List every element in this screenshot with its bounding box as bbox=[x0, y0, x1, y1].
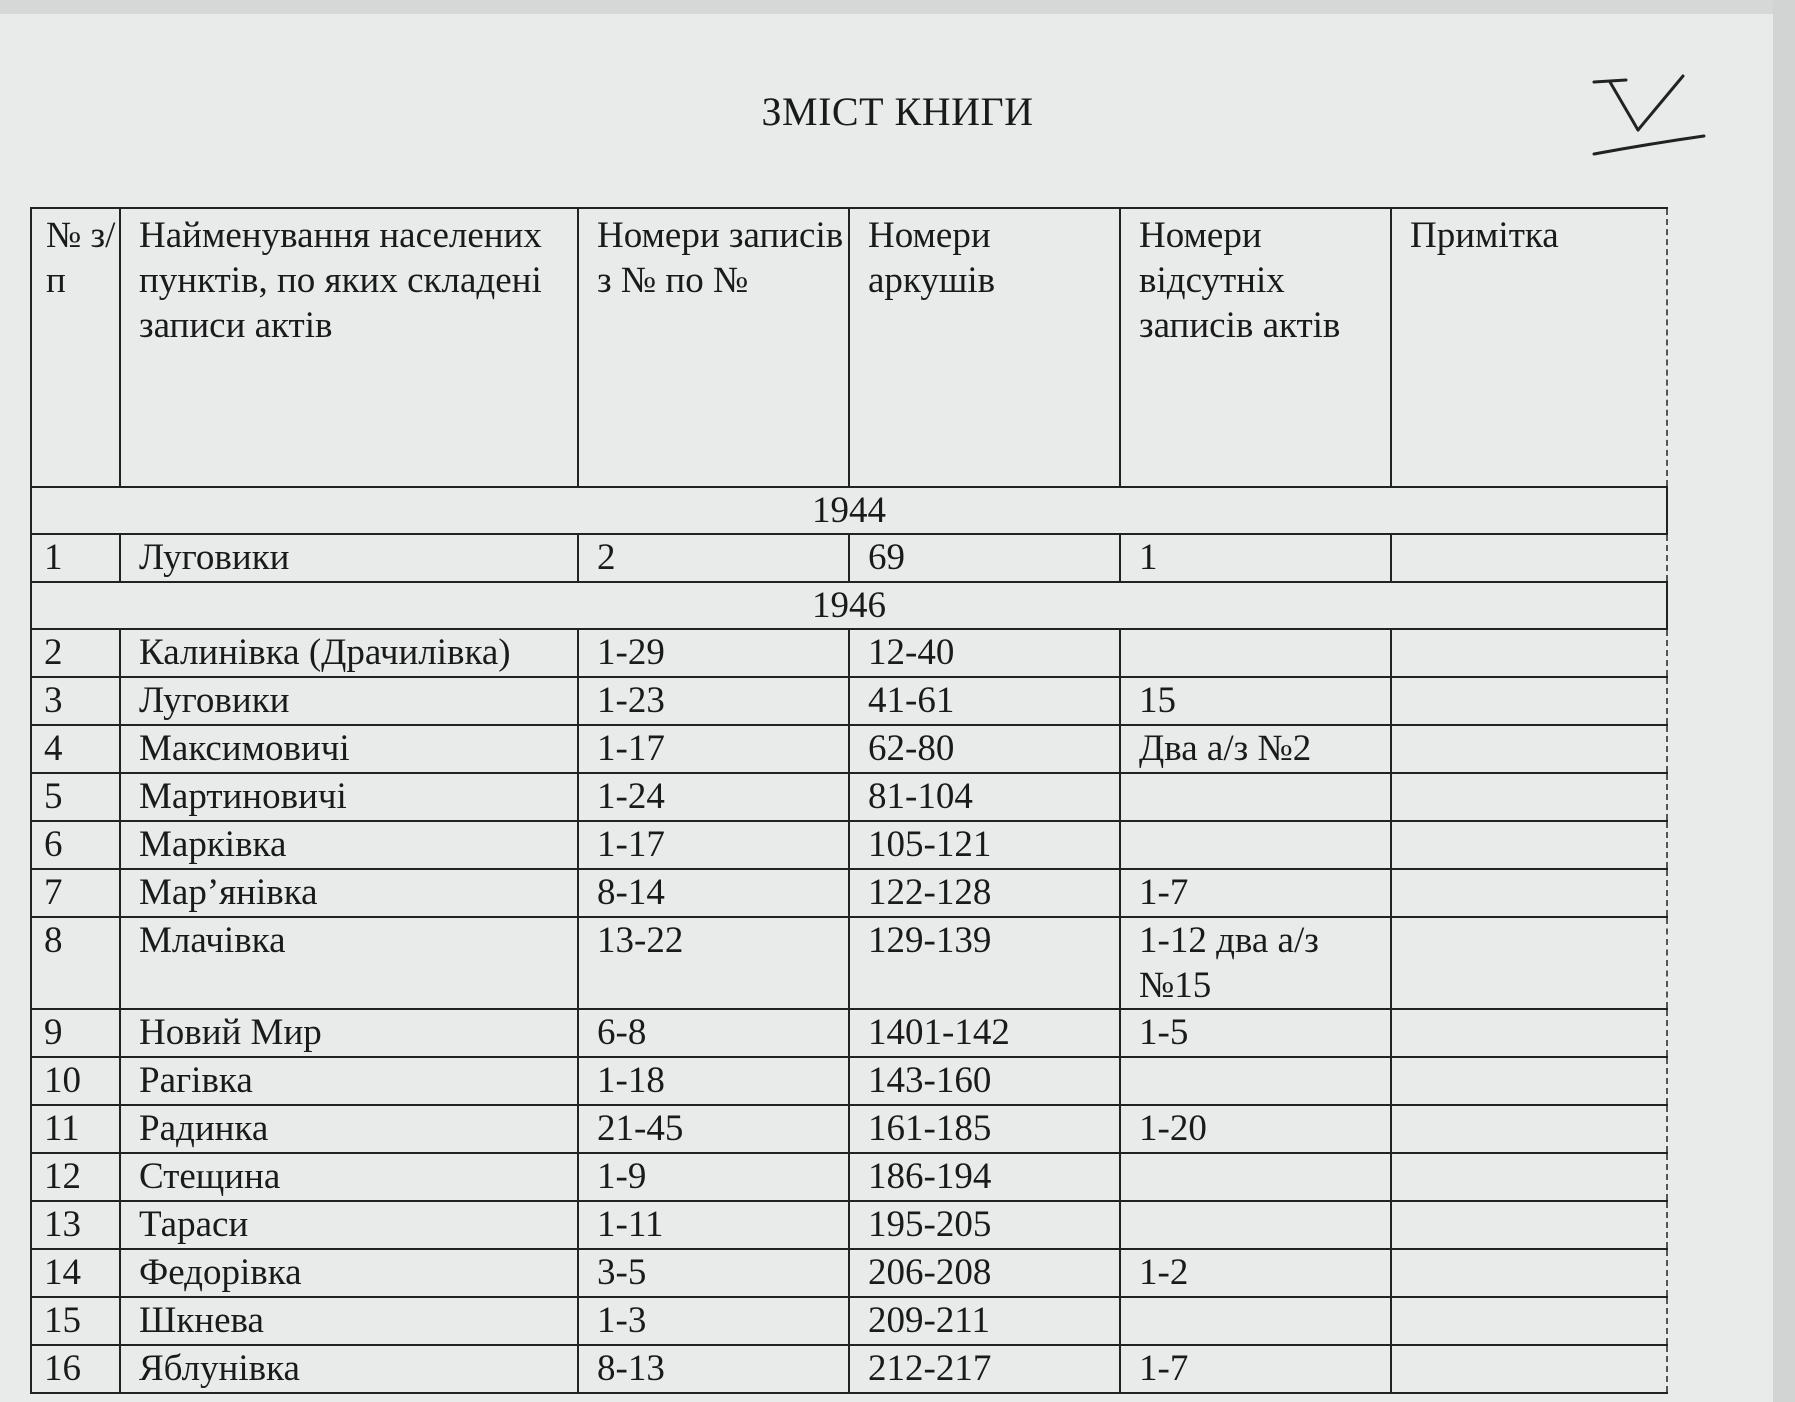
year-label: 1946 bbox=[31, 582, 1667, 629]
cell-number: 4 bbox=[31, 725, 120, 773]
cell-note bbox=[1391, 1009, 1667, 1057]
cell-records: 1-24 bbox=[578, 773, 849, 821]
cell-settlement: Стещина bbox=[120, 1153, 578, 1201]
cell-missing: 1-7 bbox=[1120, 869, 1391, 917]
cell-sheets: 186-194 bbox=[849, 1153, 1120, 1201]
cell-records: 21-45 bbox=[578, 1105, 849, 1153]
cell-records: 1-18 bbox=[578, 1057, 849, 1105]
cell-missing bbox=[1120, 629, 1391, 677]
cell-sheets: 143-160 bbox=[849, 1057, 1120, 1105]
cell-missing: 1-20 bbox=[1120, 1105, 1391, 1153]
cell-settlement: Мар’янівка bbox=[120, 869, 578, 917]
table-row bbox=[31, 773, 1667, 821]
cell-records: 8-14 bbox=[578, 869, 849, 917]
cell-settlement: Луговики bbox=[120, 677, 578, 725]
cell-note bbox=[1391, 1201, 1667, 1249]
header-missing-records: Номери відсутніх записів актів bbox=[1120, 208, 1391, 487]
cell-number: 6 bbox=[31, 821, 120, 869]
table-row bbox=[31, 1201, 1667, 1249]
cell-sheets: 129-139 bbox=[849, 917, 1120, 1009]
cell-sheets: 212-217 bbox=[849, 1345, 1120, 1393]
cell-sheets: 122-128 bbox=[849, 869, 1120, 917]
cell-number: 15 bbox=[31, 1297, 120, 1345]
table-row bbox=[31, 917, 1667, 1009]
cell-records: 6-8 bbox=[578, 1009, 849, 1057]
cell-number: 11 bbox=[31, 1105, 120, 1153]
cell-settlement: Млачівка bbox=[120, 917, 578, 1009]
cell-settlement: Новий Мир bbox=[120, 1009, 578, 1057]
cell-number: 5 bbox=[31, 773, 120, 821]
cell-sheets: 62-80 bbox=[849, 725, 1120, 773]
cell-note bbox=[1391, 773, 1667, 821]
table-row bbox=[31, 1057, 1667, 1105]
table-row bbox=[31, 629, 1667, 677]
table-row bbox=[31, 821, 1667, 869]
cell-number: 16 bbox=[31, 1345, 120, 1393]
cell-note bbox=[1391, 534, 1667, 582]
cell-note bbox=[1391, 1249, 1667, 1297]
cell-records: 1-9 bbox=[578, 1153, 849, 1201]
cell-number: 9 bbox=[31, 1009, 120, 1057]
cell-records: 13-22 bbox=[578, 917, 849, 1009]
cell-missing bbox=[1120, 821, 1391, 869]
cell-note bbox=[1391, 1345, 1667, 1393]
page-edge-right bbox=[1773, 0, 1795, 1402]
cell-number: 14 bbox=[31, 1249, 120, 1297]
header-note: Примітка bbox=[1391, 208, 1667, 487]
cell-note bbox=[1391, 1297, 1667, 1345]
page-edge-top bbox=[0, 0, 1795, 14]
cell-missing: 1-2 bbox=[1120, 1249, 1391, 1297]
cell-settlement: Марківка bbox=[120, 821, 578, 869]
cell-missing bbox=[1120, 773, 1391, 821]
cell-note bbox=[1391, 821, 1667, 869]
cell-number: 3 bbox=[31, 677, 120, 725]
cell-number: 7 bbox=[31, 869, 120, 917]
cell-records: 1-3 bbox=[578, 1297, 849, 1345]
cell-missing: Два а/з №2 bbox=[1120, 725, 1391, 773]
cell-records: 1-11 bbox=[578, 1201, 849, 1249]
cell-records: 8-13 bbox=[578, 1345, 849, 1393]
table-header-row bbox=[31, 208, 1667, 487]
cell-settlement: Шкнева bbox=[120, 1297, 578, 1345]
cell-sheets: 206-208 bbox=[849, 1249, 1120, 1297]
table-row bbox=[31, 1297, 1667, 1345]
cell-settlement: Максимовичі bbox=[120, 725, 578, 773]
cell-records: 1-29 bbox=[578, 629, 849, 677]
table-row bbox=[31, 869, 1667, 917]
cell-settlement: Тараси bbox=[120, 1201, 578, 1249]
cell-sheets: 12-40 bbox=[849, 629, 1120, 677]
cell-records: 3-5 bbox=[578, 1249, 849, 1297]
cell-settlement: Радинка bbox=[120, 1105, 578, 1153]
cell-number: 12 bbox=[31, 1153, 120, 1201]
cell-number: 8 bbox=[31, 917, 120, 1009]
cell-note bbox=[1391, 917, 1667, 1009]
header-record-numbers: Номери записів з № по № bbox=[578, 208, 849, 487]
handwritten-roman-numeral-mark bbox=[1588, 62, 1708, 172]
cell-missing bbox=[1120, 1297, 1391, 1345]
cell-records: 1-17 bbox=[578, 725, 849, 773]
cell-note bbox=[1391, 1057, 1667, 1105]
year-label: 1944 bbox=[31, 487, 1667, 534]
cell-number: 10 bbox=[31, 1057, 120, 1105]
cell-sheets: 195-205 bbox=[849, 1201, 1120, 1249]
page-title: ЗМІСТ КНИГИ bbox=[761, 89, 1034, 134]
year-row-1946 bbox=[31, 582, 1667, 629]
cell-settlement: Федорівка bbox=[120, 1249, 578, 1297]
cell-missing bbox=[1120, 1153, 1391, 1201]
cell-missing bbox=[1120, 1201, 1391, 1249]
cell-note bbox=[1391, 869, 1667, 917]
table-row bbox=[31, 1345, 1667, 1393]
header-settlement: Найменування населених пунктів, по яких складені записи актів bbox=[120, 208, 578, 487]
cell-note bbox=[1391, 1153, 1667, 1201]
table-row bbox=[31, 1105, 1667, 1153]
cell-records: 2 bbox=[578, 534, 849, 582]
cell-settlement: Калинівка (Драчилівка) bbox=[120, 629, 578, 677]
cell-sheets: 209-211 bbox=[849, 1297, 1120, 1345]
cell-sheets: 105-121 bbox=[849, 821, 1120, 869]
cell-number: 2 bbox=[31, 629, 120, 677]
table-row bbox=[31, 1249, 1667, 1297]
cell-records: 1-17 bbox=[578, 821, 849, 869]
year-row-1944 bbox=[31, 487, 1667, 534]
cell-sheets: 69 bbox=[849, 534, 1120, 582]
table-row bbox=[31, 725, 1667, 773]
cell-missing: 1-5 bbox=[1120, 1009, 1391, 1057]
cell-number: 13 bbox=[31, 1201, 120, 1249]
cell-missing: 1-7 bbox=[1120, 1345, 1391, 1393]
cell-number: 1 bbox=[31, 534, 120, 582]
cell-settlement: Луговики bbox=[120, 534, 578, 582]
cell-records: 1-23 bbox=[578, 677, 849, 725]
table-row bbox=[31, 1153, 1667, 1201]
cell-missing: 1-12 два а/з №15 bbox=[1120, 917, 1391, 1009]
cell-settlement: Рагівка bbox=[120, 1057, 578, 1105]
cell-sheets: 1401-142 bbox=[849, 1009, 1120, 1057]
contents-table bbox=[30, 207, 1668, 1394]
table-row bbox=[31, 534, 1667, 582]
cell-settlement: Яблунівка bbox=[120, 1345, 578, 1393]
cell-sheets: 81-104 bbox=[849, 773, 1120, 821]
cell-note bbox=[1391, 629, 1667, 677]
cell-sheets: 161-185 bbox=[849, 1105, 1120, 1153]
header-number: № з/п bbox=[31, 208, 120, 487]
header-sheet-numbers: Номери аркушів bbox=[849, 208, 1120, 487]
cell-settlement: Мартиновичі bbox=[120, 773, 578, 821]
table-row bbox=[31, 677, 1667, 725]
cell-missing bbox=[1120, 1057, 1391, 1105]
cell-note bbox=[1391, 677, 1667, 725]
cell-missing: 15 bbox=[1120, 677, 1391, 725]
cell-note bbox=[1391, 1105, 1667, 1153]
cell-sheets: 41-61 bbox=[849, 677, 1120, 725]
cell-note bbox=[1391, 725, 1667, 773]
cell-missing: 1 bbox=[1120, 534, 1391, 582]
table-row bbox=[31, 1009, 1667, 1057]
